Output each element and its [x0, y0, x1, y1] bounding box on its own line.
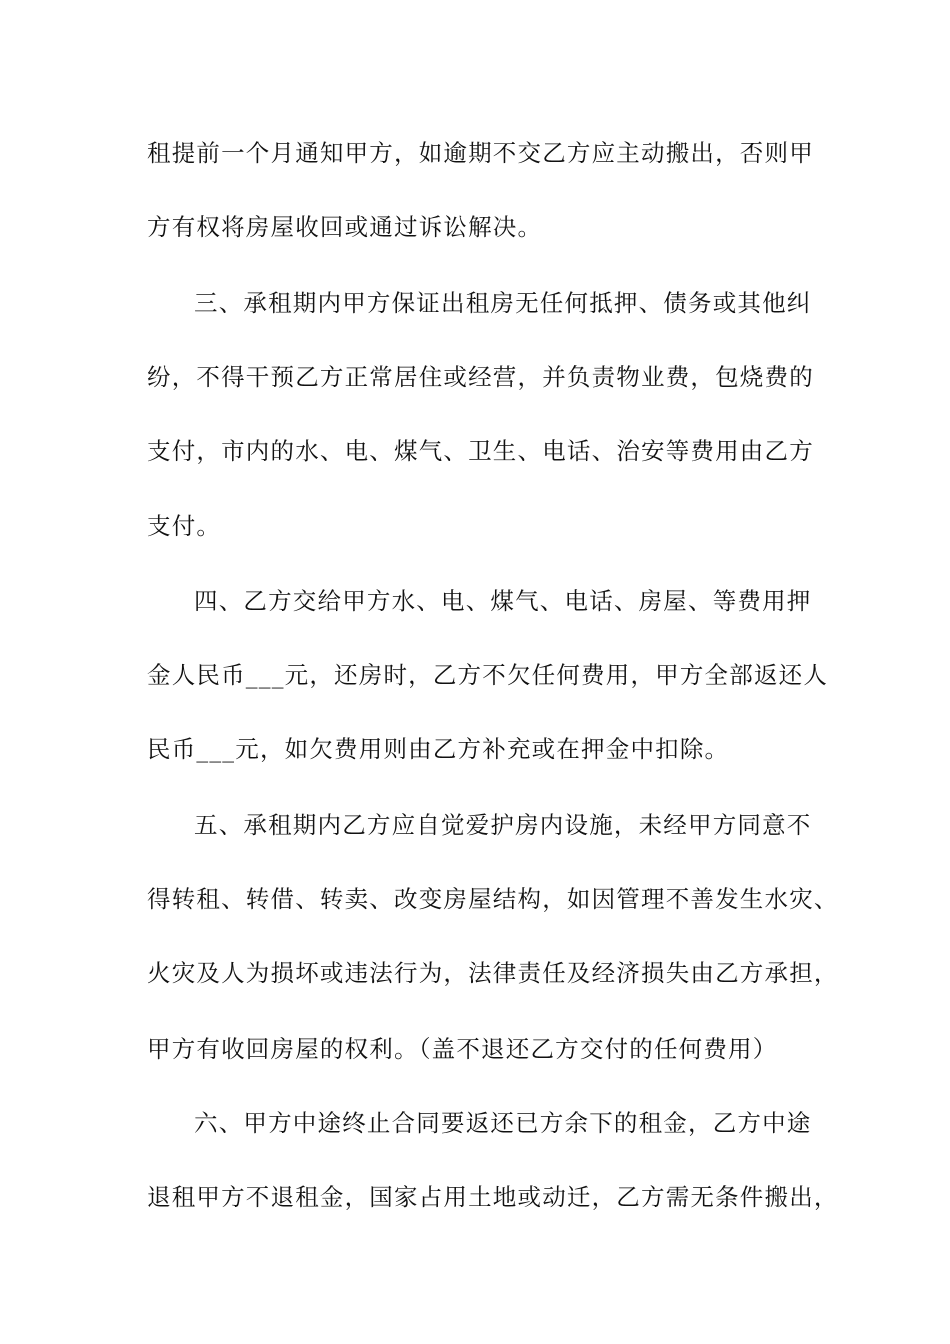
text-line: 火灾及人为损坏或违法行为，法律责任及经济损失由乙方承担， — [147, 959, 839, 987]
text-line: 民币___元，如欠费用则由乙方补充或在押金中扣除。 — [147, 735, 730, 763]
text-line: 方有权将房屋收回或通过诉讼解决。 — [147, 213, 543, 241]
paragraph-first-line: 六、甲方中途终止合同要返还已方余下的租金，乙方中途 — [194, 1109, 812, 1137]
text-line: 退租甲方不退租金，国家占用土地或动迁，乙方需无条件搬出， — [147, 1183, 839, 1211]
paragraph-first-line: 四、乙方交给甲方水、电、煤气、电话、房屋、等费用押 — [194, 587, 812, 615]
text-line: 租提前一个月通知甲方，如逾期不交乙方应主动搬出，否则甲 — [147, 139, 814, 167]
text-line: 甲方有收回房屋的权利。（盖不退还乙方交付的任何费用） — [147, 1035, 778, 1063]
text-line: 金人民币___元，还房时，乙方不欠任何费用，甲方全部返还人 — [147, 661, 829, 689]
text-line: 支付，市内的水、电、煤气、卫生、电话、治安等费用由乙方 — [147, 437, 814, 465]
text-line: 得转租、转借、转卖、改变房屋结构，如因管理不善发生水灾、 — [147, 885, 839, 913]
paragraph-first-line: 五、承租期内乙方应自觉爱护房内设施，未经甲方同意不 — [194, 811, 812, 839]
text-line: 支付。 — [147, 512, 222, 540]
text-line: 纷，不得干预乙方正常居住或经营，并负责物业费，包烧费的 — [147, 363, 814, 391]
paragraph-first-line: 三、承租期内甲方保证出租房无任何抵押、债务或其他纠 — [194, 289, 812, 317]
